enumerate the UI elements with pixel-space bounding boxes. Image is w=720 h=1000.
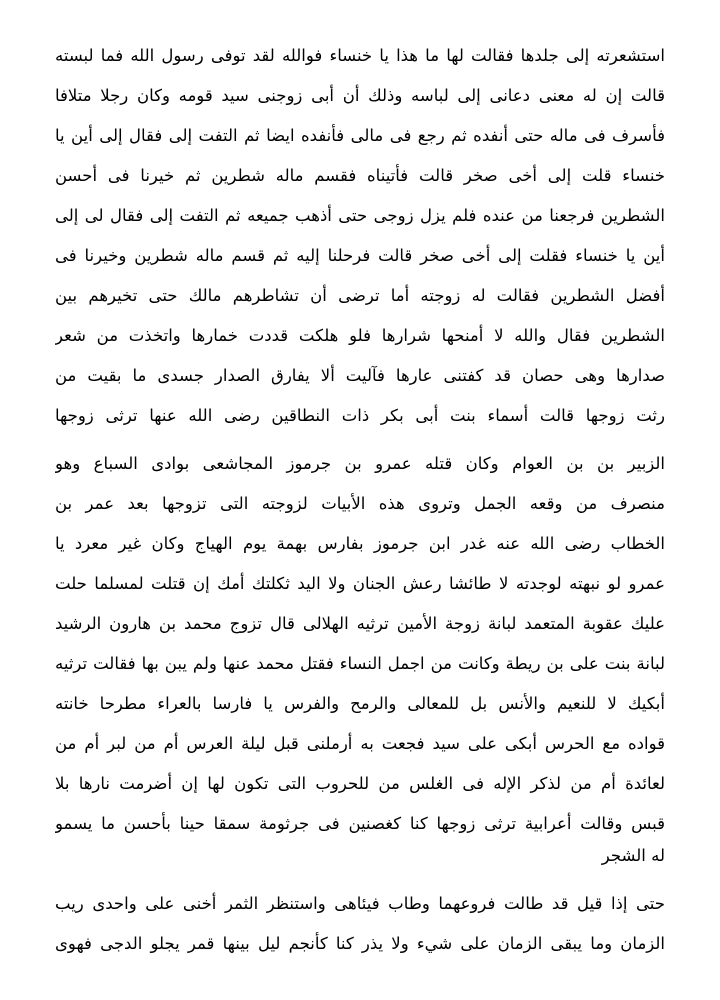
paragraph-2-line-1: الزبير بن بن العوام وكان قتله عمرو بن جرموز المجاشعى بوادى السباع وهو — [55, 454, 665, 473]
paragraph-1-line-9: صدارها وهى حصان قد كفتنى عارها فآليت ألا يفارق الصدار جسدى ما بقيت من — [55, 366, 665, 385]
paragraph-1-line-7: أفضل الشطرين فقالت له زوجته أما ترضى أن تشاطرهم مالك حتى تخيرهم بين — [55, 286, 665, 305]
paragraph-2-line-7: أبكيك لا للنعيم والأنس بل للمعالى والرمح والفرس يا فارسا بالعراء مطرحا خانته — [55, 694, 665, 713]
paragraph-2-line-6: لبانة بنت على بن ريطة وكانت من اجمل النساء فقتل محمد عنها ولم يبن بها فقالت ترثيه — [55, 654, 665, 673]
paragraph-2-line-3: الخطاب رضى الله عنه غدر ابن جرموز بفارس بهمة يوم الهياج وكان غير معرد يا — [55, 534, 665, 553]
paragraph-1-line-3: فأسرف فى ماله حتى أنفده ثم رجع فى مالى فأنفده ايضا ثم التفت إلى فقال إلى أين يا — [55, 126, 665, 145]
paragraph-2-line-9: لعائدة أم من لذكر الإله فى الغلس من للحروب التى تكون لها إن أضرمت نارها بلا — [55, 774, 665, 793]
paragraph-1-line-1: استشعرته إلى جلدها فقالت لها ما هذا يا خنساء فوالله لقد توفى رسول الله فما لبسته — [55, 46, 665, 65]
paragraph-3-line-1: حتى إذا قيل قد طالت فروعهما وطاب فيئاهى واستنظر الثمر أخنى على واحدى ريب — [55, 894, 665, 913]
paragraph-2-line-10: قبس وقالت أعرابية ترثى زوجها كنا كغصنين فى جرثومة سمقا حينا بأحسن ما يسمو — [55, 814, 665, 833]
paragraph-2-line-11: له الشجر — [601, 846, 665, 865]
paragraph-1-line-5: الشطرين فرجعنا من عنده فلم يزل زوجى حتى أذهب جميعه ثم التفت إلى فقال لى إلى — [55, 206, 665, 225]
paragraph-1-line-2: قالت إن له معنى دعانى إلى لباسه وذلك أن أبى زوجنى سيد قومه وكان رجلا متلافا — [55, 86, 665, 105]
paragraph-2-line-2: منصرف من وقعه الجمل وتروى هذه الأبيات لزوجته التى تزوجها بعد عمر بن — [55, 494, 665, 513]
paragraph-1-line-4: خنساء قلت إلى أخى صخر قالت فأتيناه فقسم ماله شطرين ثم خيرنا فى أحسن — [55, 166, 665, 185]
paragraph-1-line-6: أين يا خنساء فقلت إلى أخى صخر قالت فرحلنا إليه ثم قسم ماله شطرين وخيرنا فى — [55, 246, 665, 265]
paragraph-2-line-8: قواده مع الحرس أبكى على سيد فجعت به أرملنى قبل ليلة العرس أم من لبر أم من — [55, 734, 665, 753]
paragraph-3-line-2: الزمان وما يبقى الزمان على شيء ولا يذر كنا كأنجم ليل بينها قمر يجلو الدجى فهوى — [55, 934, 665, 953]
paragraph-2-line-4: عمرو لو نبهته لوجدته لا طائشا رعش الجنان ولا اليد ثكلتك أمك إن قتلت لمسلما حلت — [55, 574, 665, 593]
paragraph-1-line-10: رثت زوجها قالت أسماء بنت أبى بكر ذات النطاقين رضى الله عنها ترثى زوجها — [55, 406, 665, 425]
paragraph-2-line-5: عليك عقوبة المتعمد لبانة زوجة الأمين ترثيه الهلالى قال تزوج محمد بن هارون الرشيد — [55, 614, 665, 633]
paragraph-1-line-8: الشطرين فقال والله لا أمنحها شرارها فلو هلكت قددت خمارها واتخذت من شعر — [55, 326, 665, 345]
